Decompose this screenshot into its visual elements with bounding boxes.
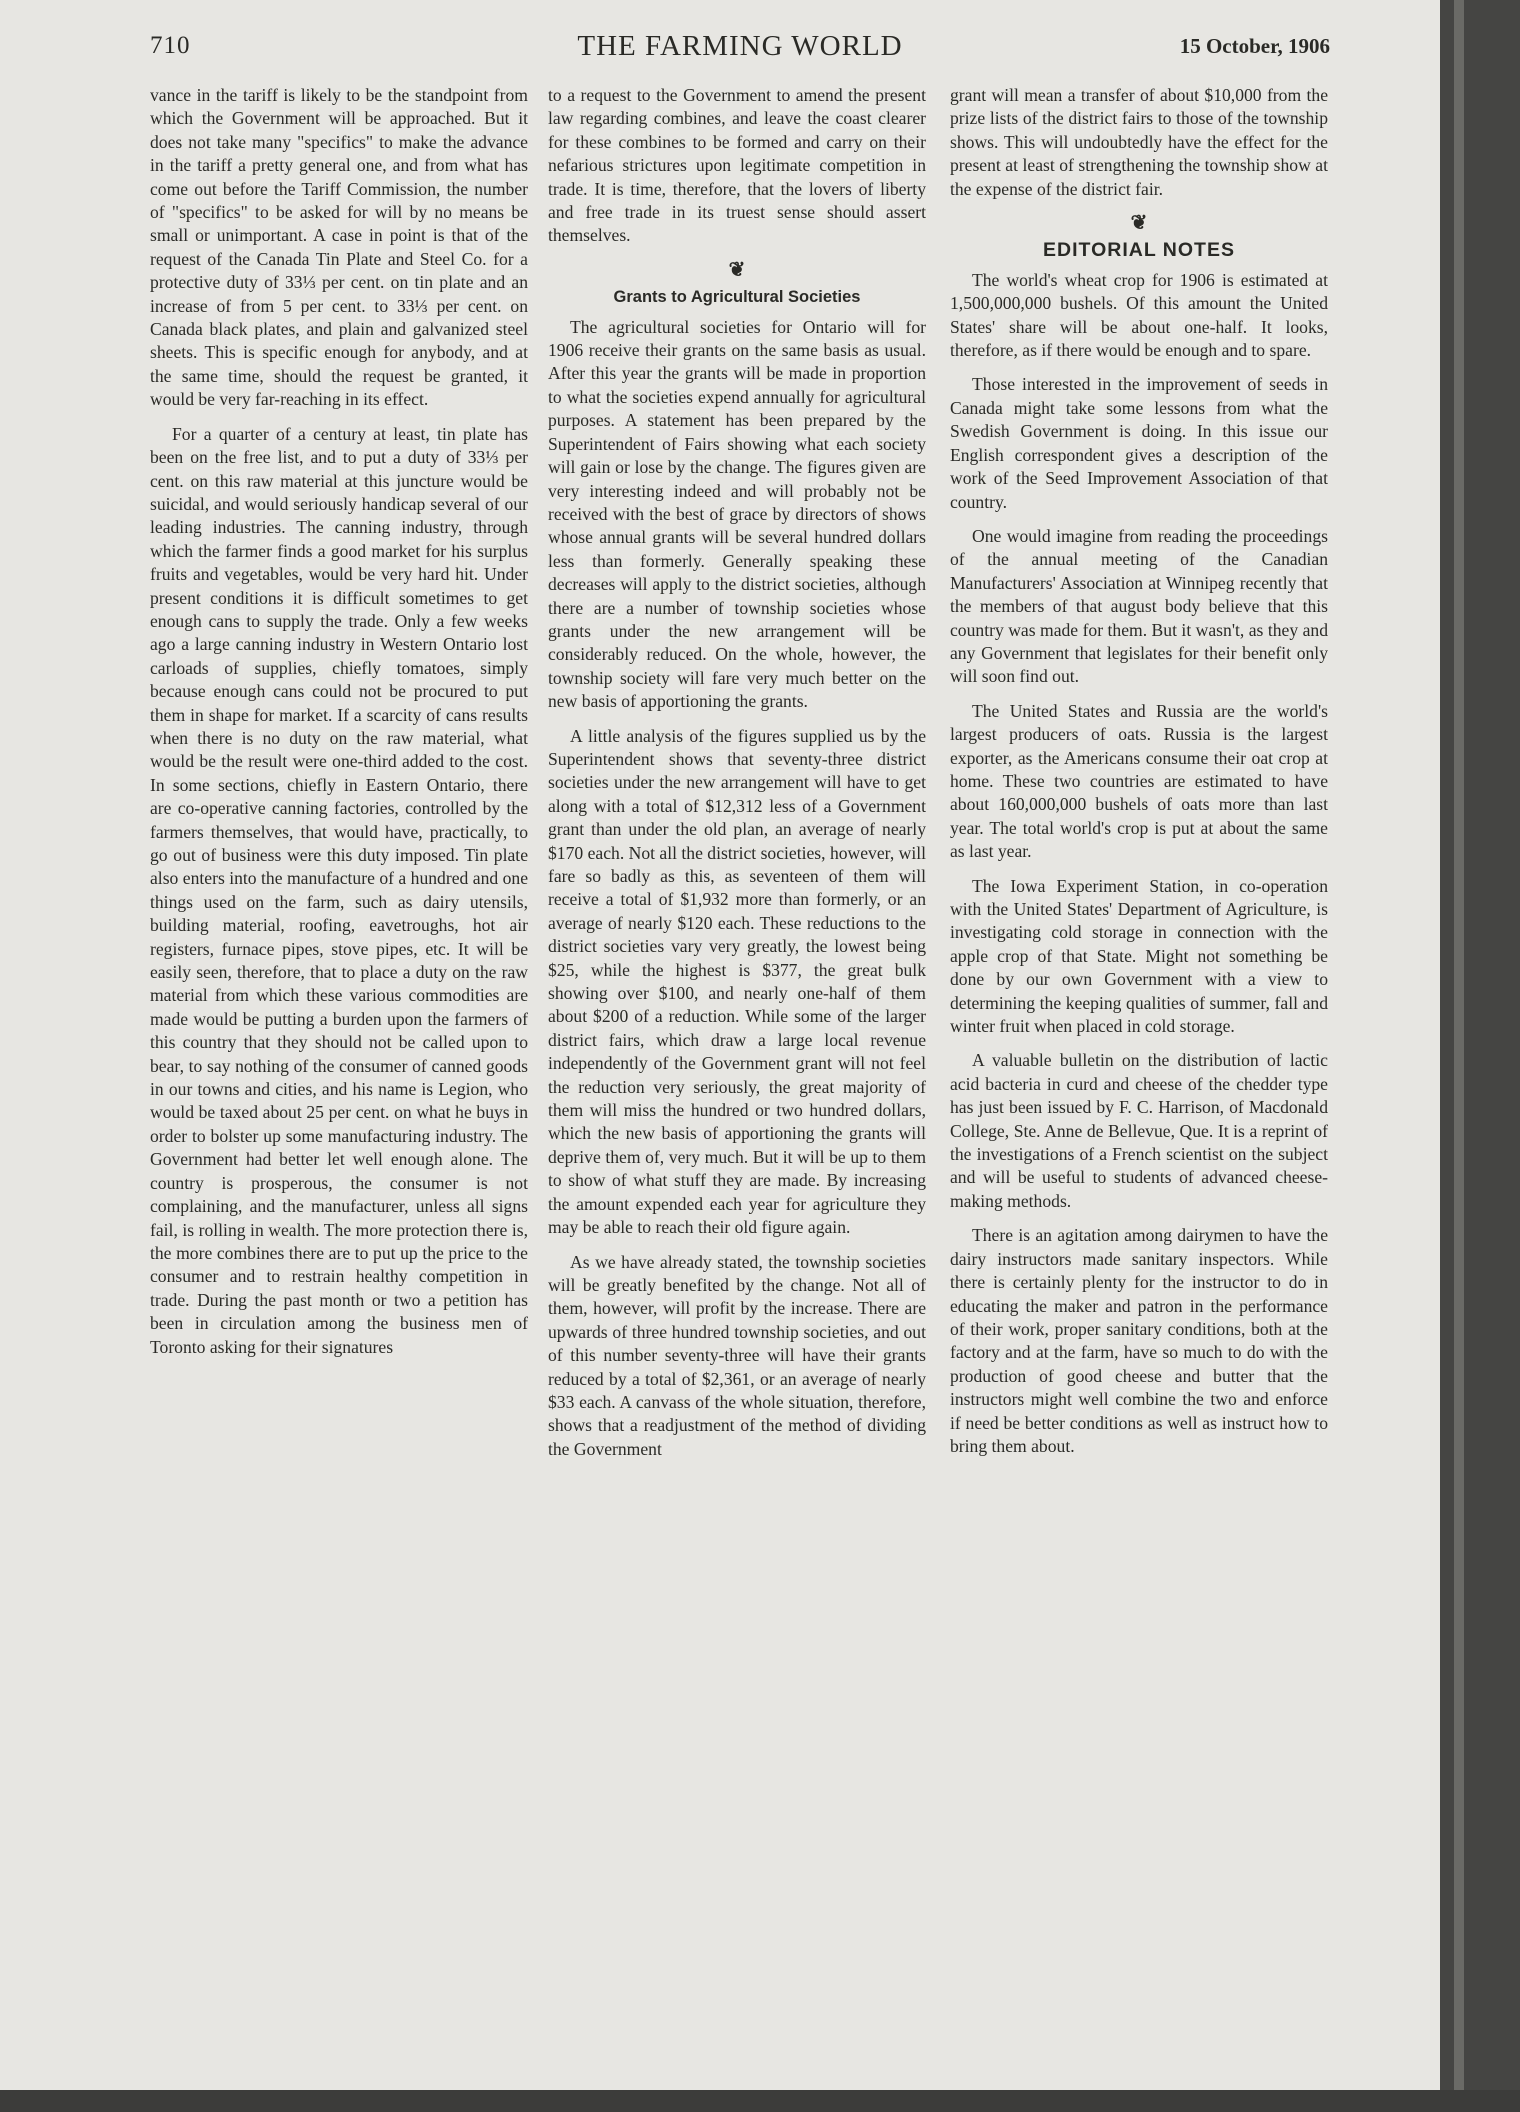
column-3 — [950, 84, 1328, 1469]
paragraph: to a request to the Government to amend the present law regarding combines, and leave the coast clearer for these combines to be formed and carry on their nefarious strictures upon legitimate competition in trade. It is time, therefore, that the lovers of liberty and free trade in its truest sense should assert themselves. — [548, 85, 926, 246]
scan-border — [1440, 0, 1520, 2112]
editorial-notes-heading: EDITORIAL NOTES — [1043, 239, 1235, 262]
paragraph: vance in the tariff is likely to be the standpoint from which the Government will be approached. But it does not take many "specifics" to make the advance in the tariff a pretty general one, and from what has come out before the Tariff Commission, the number of "specifics" to be asked for will by no means be small or unimportant. A case in point is that of the request of the Canada Tin Plate and Steel Co. for a protective duty of 33⅓ per cent. on tin plate and an increase of from 5 per cent. to 33⅓ per cent. on Canada black plates, and plain and galvanized steel sheets. This is specific enough for anybody, and at the same time, should the request be granted, it would be very far-reaching in its effect. — [150, 85, 528, 410]
paragraph: The world's wheat crop for 1906 is estimated at 1,500,000,000 bushels. Of this amount the United States' share will be about one-half. It looks, therefore, as if there would be enough and to spare. — [950, 269, 1328, 361]
paragraph: The agricultural societies for Ontario will for 1906 receive their grants on the same basis as usual. After this year the grants will be made in proportion to what the societies expend annually for agricultural purposes. A statement has been prepared by the Superintendent of Fairs showing what each society will gain or lose by the change. The figures given are very interesting indeed and will probably not be received with the best of grace by directors of shows whose annual grants will be several hundred dollars less than formerly. Generally speaking these decreases will apply to the district societies, although there are a number of township societies whose grants under the new arrangement will be considerably reduced. On the whole, however, the township society will fare very much better on the new basis of apportioning the grants. — [548, 316, 926, 712]
page-header — [150, 30, 1330, 70]
issue-date: 15 October, 1906 — [1179, 34, 1330, 58]
paragraph: The Iowa Experiment Station, in co-operation with the United States' Department of Agriculture, is investigating cold storage in connection with the apple crop of that State. Might not something be done by our own Government with a view to determining the keeping qualities of summer, fall and winter fruit when placed in cold storage. — [950, 875, 1328, 1037]
leaf-ornament-icon: ❦ — [728, 258, 746, 281]
magazine-title: THE FARMING WORLD — [577, 30, 903, 62]
section-heading: Grants to Agricultural Societies — [613, 288, 861, 307]
page-number: 710 — [150, 32, 191, 59]
column-2 — [548, 84, 926, 1472]
leaf-ornament-icon: ❦ — [1130, 212, 1148, 235]
paragraph: A little analysis of the figures supplied us by the Superintendent shows that seventy-three district societies under the new arrangement will have to get along with a total of $12,312 less of a Government grant than under the old plan, an average of nearly $170 each. Not all the district societies, however, will fare so badly as this, as seventeen of them will receive a total of $1,932 more than formerly, or an average of nearly $120 each. These reductions to the district societies vary very greatly, the lowest being $25, while the highest is $377, the great bulk showing over $100, and nearly one-half of them about $200 of a reduction. While some of the larger district fairs, which draw a large local revenue independently of the Government grant will not feel the reduction very seriously, the great majority of them will miss the hundred or two hundred dollars, which the new basis of apportioning the grants will deprive them of, very much. But it will be up to them to show of what stuff they are made. By increasing the amount expended each year for agriculture they may be able to reach their old figure again. — [548, 725, 926, 1238]
paragraph: There is an agitation among dairymen to have the dairy instructors made sanitary inspectors. While there is certainly plenty for the instructor to do in educating the maker and patron in the performance of their work, proper sanitary conditions, both at the factory and at the farm, have so much to do with the production of good cheese and butter that the instructors might well combine the two and enforce if need be better conditions as well as instruct how to bring them about. — [950, 1225, 1328, 1456]
paragraph: One would imagine from reading the proceedings of the annual meeting of the Canadian Manufacturers' Association at Winnipeg recently that the members of that august body believe that this country was made for them. But it wasn't, as they and any Government that legislates for their benefit only will soon find out. — [950, 525, 1328, 687]
paragraph: A valuable bulletin on the distribution of lactic acid bacteria in curd and cheese of the chedder type has just been issued by F. C. Harrison, of Macdonald College, Ste. Anne de Bellevue, Que. It is a reprint of the investigations of a French scientist on the subject and will be useful to students of advanced cheese-making methods. — [950, 1050, 1328, 1211]
paragraph: The United States and Russia are the world's largest producers of oats. Russia is the largest exporter, as the Americans consume their oat crop at home. These two countries are estimated to have about 160,000,000 bushels of oats more than last year. The total world's crop is put at about the same as last year. — [950, 700, 1328, 862]
paragraph: As we have already stated, the township societies will be greatly benefited by the change. Not all of them, however, will profit by the increase. There are upwards of three hundred township societies, and out of this number seventy-three will have their grants reduced by a total of $2,361, or an average of nearly $33 each. A canvass of the whole situation, therefore, shows that a readjustment of the method of dividing the Government — [548, 1251, 926, 1459]
paragraph: Those interested in the improvement of seeds in Canada might take some lessons from what the Swedish Government is doing. In this issue our English correspondent gives a description of the work of the Seed Improvement Association of that country. — [950, 374, 1328, 512]
paragraph: grant will mean a transfer of about $10,000 from the prize lists of the district fairs to those of the township shows. This will undoubtedly have the effect for the present at least of strengthening the township show at the expense of the district fair. — [950, 85, 1328, 199]
paragraph: For a quarter of a century at least, tin plate has been on the free list, and to put a duty of 33⅓ per cent. on this raw material at this juncture would be suicidal, and would seriously handicap several of our leading industries. The canning industry, through which the farmer finds a good market for his surplus fruits and vegetables, would be very hard hit. Under present conditions it is difficult sometimes to get enough cans to supply the trade. Only a few weeks ago a large canning industry in Western Ontario lost carloads of supplies, chiefly tomatoes, simply because enough cans could not be procured to put them in shape for market. If a scarcity of cans results when there is no duty on the raw material, what would be the result were one-third added to the cost. In some sections, chiefly in Eastern Ontario, there are co-operative canning factories, controlled by the farmers themselves, that would have, practically, to go out of business were this duty imposed. Tin plate also enters into the manufacture of a hundred and one things used on the farm, such as dairy utensils, building material, roofing, eavetroughs, hot air registers, furnace pipes, stove pipes, etc. It will be easily seen, therefore, that to place a duty on the raw material from which these various commodities are made would be putting a burden upon the farmers of this country that they should not be called upon to bear, to say nothing of the consumer of canned goods in our towns and cities, and his name is Legion, who would be taxed about 25 per cent. on what he buys in order to bolster up some manufacturing industry. The Government had better let well enough alone. The country is prosperous, the consumer is not complaining, and the manufacturer, unless all signs fail, is rolling in wealth. The more protection there is, the more combines there are to put up the price to the consumer and to restrain healthy competition in trade. During the past month or two a petition has been in circulation among the business men of Toronto asking for their signatures — [150, 423, 528, 1357]
column-1 — [150, 84, 528, 1370]
scan-bottom-border — [0, 2090, 1520, 2112]
